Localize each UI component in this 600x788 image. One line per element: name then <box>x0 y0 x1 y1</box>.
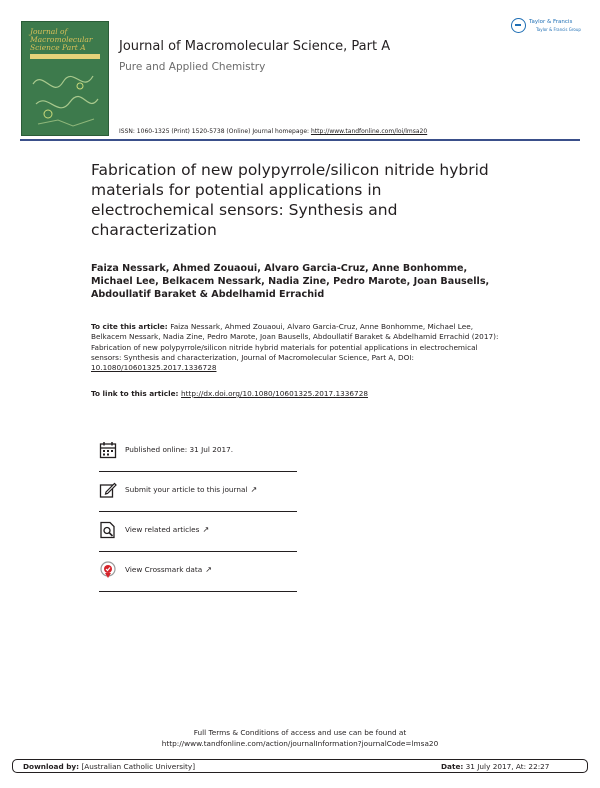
download-date: Date: 31 July 2017, At: 22:27 <box>441 762 550 771</box>
submit-article-row[interactable] <box>99 471 297 512</box>
crossmark-link[interactable]: View Crossmark data ↗ <box>125 565 212 574</box>
downloaded-by: Download by: [Australian Catholic University] <box>23 762 196 771</box>
submit-article-link[interactable]: Submit your article to this journal ↗ <box>125 485 258 494</box>
crossmark-row[interactable] <box>99 551 297 592</box>
article-authors: Faiza Nessark, Ahmed Zouaoui, Alvaro Garcia-Cruz, Anne Bonhomme, Michael Lee, Belkacem Nessark, Nadia Zine, Pedro Marote, Joan Bausells, Abdoullatif Baraket & Abdelhamid Errachid <box>91 263 490 300</box>
article-doi-url[interactable]: http://dx.doi.org/10.1080/10601325.2017.1336728 <box>181 389 368 398</box>
calendar-icon <box>99 441 117 459</box>
publisher-logo[interactable]: Taylor & Francis Taylor & Francis Group <box>511 17 581 37</box>
related-articles-row[interactable] <box>99 511 297 552</box>
terms-link[interactable]: http://www.tandfonline.com/action/journalInformation?journalCode=lmsa20 <box>161 739 439 748</box>
external-link-icon: ↗ <box>202 525 210 534</box>
cover-title: Journal of Macromolecular Science Part A <box>30 27 93 52</box>
journal-title: Journal of Macromolecular Science, Part A <box>119 39 391 54</box>
external-link-icon: ↗ <box>250 485 258 494</box>
header-divider <box>20 139 580 141</box>
article-link-line: To link to this article: http://dx.doi.org/10.1080/10601325.2017.1336728 <box>91 389 368 398</box>
related-articles-icon <box>99 521 117 539</box>
external-link-icon: ↗ <box>205 565 212 574</box>
issn-line: ISSN: 1060-1325 (Print) 1520-5738 (Online) Journal homepage: http://www.tandfonline.com/loi/lmsa20 <box>119 128 428 135</box>
download-info-bar <box>12 759 588 773</box>
terms-text: Full Terms & Conditions of access and use can be found at <box>193 728 407 737</box>
published-online-text: Published online: 31 Jul 2017. <box>125 445 234 454</box>
article-title: Fabrication of new polypyrrole/silicon nitride hybrid materials for potential applications in electrochemical sensors: Synthesis and characterization <box>91 161 489 239</box>
edit-icon <box>99 481 117 499</box>
crossmark-icon <box>99 561 117 579</box>
journal-subtitle: Pure and Applied Chemistry <box>119 61 266 73</box>
published-online-row <box>99 431 297 472</box>
journal-homepage-link[interactable]: http://www.tandfonline.com/loi/lmsa20 <box>310 128 428 135</box>
citation-block: To cite this article: Faiza Nessark, Ahmed Zouaoui, Alvaro Garcia-Cruz, Anne Bonhomme, Michael Lee, Belkacem Nessark, Nadia Zine, Pedro Marote, Joan Bausells, Abdoullatif Baraket & Abdelhamid Errachid (2017): Fabrication of new polypyrrole/silicon nitride hybrid materials for potential applications in electrochemical sensors: Synthesis and characterization, Journal of Macromolecular Science, Part A, DOI: 10.1080/10601325.2017.1336728 <box>91 322 499 373</box>
related-articles-link[interactable]: View related articles ↗ <box>125 525 210 534</box>
doi-link[interactable]: 10.1080/10601325.2017.1336728 <box>91 363 217 373</box>
cover-illustration <box>28 64 104 130</box>
journal-cover-image <box>21 21 109 136</box>
publisher-logo-icon <box>511 18 526 33</box>
